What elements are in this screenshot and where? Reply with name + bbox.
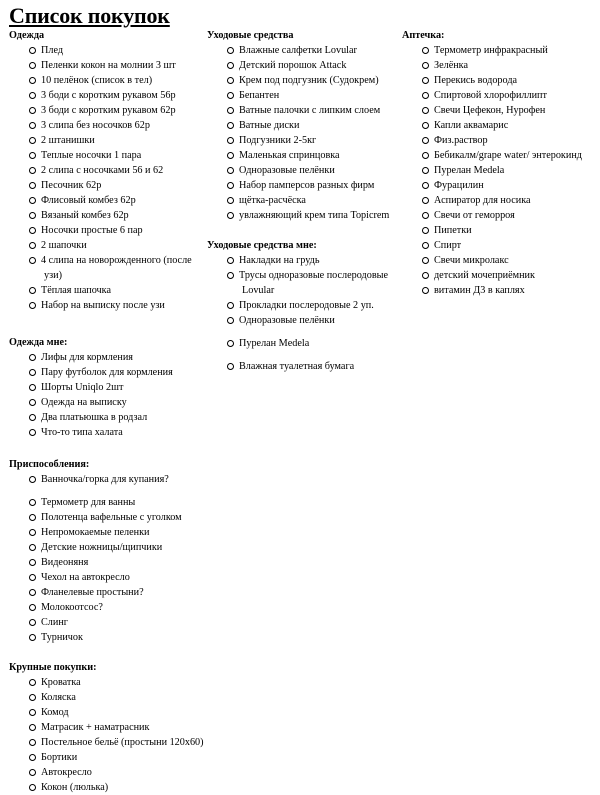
bullet-icon (422, 287, 429, 294)
list-item-text: Одноразовые пелёнки (239, 315, 335, 326)
list-item (9, 395, 209, 410)
list-item-text: щётка-расчёска (239, 195, 306, 206)
bullet-icon (29, 709, 36, 716)
list-item-text: Комод (41, 707, 69, 718)
list-item-text: 3 боди с коротким рукавом 56р (41, 90, 176, 101)
list-item-text: Прокладки послеродовые 2 уп. (239, 300, 374, 311)
list-item-text: Свечи Цефекон, Нурофен (434, 105, 546, 116)
list-item-text: 4 слипа на новорожденного (после узи) (41, 255, 192, 281)
bullet-icon (29, 182, 36, 189)
list-section (9, 457, 209, 645)
bullet-icon (29, 784, 36, 791)
list-item (207, 133, 407, 148)
list-item (207, 163, 407, 178)
list-item-text: Пеленки кокон на молнии 3 шт (41, 60, 176, 71)
list-item (402, 253, 600, 268)
list-item-text: Спиртовой хлорофиллипт (434, 90, 547, 101)
list-item-text: Набор памперсов разных фирм (239, 180, 375, 191)
list-item-text: Спирт (434, 240, 462, 251)
bullet-icon (29, 476, 36, 483)
bullet-icon (29, 634, 36, 641)
list-item-text: Термометр инфракрасный (434, 45, 548, 56)
list-item-text: Турничок (41, 632, 83, 643)
list-item (9, 283, 209, 298)
list-item (9, 735, 209, 750)
list-section (402, 28, 600, 298)
bullet-icon (29, 574, 36, 581)
list-item (207, 193, 407, 208)
column-2 (207, 28, 407, 374)
bullet-icon (29, 77, 36, 84)
item-list (9, 675, 209, 795)
list-item-text: Лифы для кормления (41, 352, 133, 363)
list-item-text: Пару футболок для кормления (41, 367, 173, 378)
bullet-icon (29, 429, 36, 436)
list-item (9, 495, 209, 510)
list-item (9, 675, 209, 690)
list-item-text: 2 штанишки (41, 135, 95, 146)
bullet-icon (227, 340, 234, 347)
list-item (9, 298, 209, 313)
bullet-icon (227, 152, 234, 159)
list-item (9, 585, 209, 600)
bullet-icon (422, 137, 429, 144)
list-item (402, 238, 600, 253)
item-list (9, 350, 209, 440)
bullet-icon (29, 739, 36, 746)
bullet-icon (29, 227, 36, 234)
bullet-icon (29, 399, 36, 406)
list-item (9, 163, 209, 178)
bullet-icon (29, 369, 36, 376)
section-title: Уходовые средства (207, 30, 294, 41)
list-section (207, 28, 407, 223)
bullet-icon (29, 197, 36, 204)
bullet-icon (29, 257, 36, 264)
list-item-text: Молокоотсос? (41, 602, 103, 613)
list-item (402, 58, 600, 73)
bullet-icon (227, 62, 234, 69)
list-item-text: Коляска (41, 692, 76, 703)
list-item (402, 208, 600, 223)
bullet-icon (29, 107, 36, 114)
list-item (402, 88, 600, 103)
item-list (207, 43, 407, 223)
list-item-text: Одежда на выписку (41, 397, 127, 408)
list-item-text: Влажные салфетки Lovular (239, 45, 357, 56)
list-item (402, 73, 600, 88)
page-title: Список покупок (9, 3, 170, 28)
bullet-icon (422, 77, 429, 84)
list-item-text: Теплые носочки 1 пара (41, 150, 142, 161)
bullet-icon (29, 92, 36, 99)
list-item-text: Пипетки (434, 225, 472, 236)
section-title: Уходовые средства мне: (207, 240, 317, 251)
bullet-icon (29, 167, 36, 174)
list-item (207, 298, 407, 313)
list-item (207, 178, 407, 193)
bullet-icon (422, 182, 429, 189)
list-item (9, 525, 209, 540)
list-item (9, 88, 209, 103)
bullet-icon (29, 724, 36, 731)
list-item (402, 268, 600, 283)
list-item-text: Детский порошок Attack (239, 60, 347, 71)
bullet-icon (29, 694, 36, 701)
bullet-icon (29, 544, 36, 551)
list-item-text: Вязаный комбез 62р (41, 210, 129, 221)
list-item (402, 43, 600, 58)
list-item (402, 103, 600, 118)
bullet-icon (29, 47, 36, 54)
item-list (9, 472, 209, 645)
column-1 (9, 28, 209, 795)
list-item (9, 365, 209, 380)
list-item-text: Физ.раствор (434, 135, 488, 146)
bullet-icon (29, 122, 36, 129)
list-item-text: детский мочеприёмник (434, 270, 535, 281)
bullet-icon (227, 257, 234, 264)
list-item (9, 630, 209, 645)
list-item-text: Фурацилин (434, 180, 484, 191)
bullet-icon (422, 242, 429, 249)
list-item (207, 103, 407, 118)
bullet-icon (29, 152, 36, 159)
bullet-icon (227, 47, 234, 54)
list-item (9, 750, 209, 765)
item-list (9, 43, 209, 313)
bullet-icon (422, 272, 429, 279)
list-item (402, 148, 600, 163)
bullet-icon (422, 47, 429, 54)
bullet-icon (29, 754, 36, 761)
bullet-icon (29, 242, 36, 249)
list-item-text: Чехол на автокресло (41, 572, 130, 583)
section-title: Одежда (9, 30, 45, 41)
list-item (9, 208, 209, 223)
bullet-icon (29, 769, 36, 776)
list-item-text: Кроватка (41, 677, 81, 688)
bullet-icon (227, 167, 234, 174)
list-item (9, 118, 209, 133)
list-item (9, 193, 209, 208)
list-item (9, 510, 209, 525)
section-title: Крупные покупки: (9, 662, 97, 673)
list-item-text: Трусы одноразовые послеродовые Lovular (239, 270, 389, 296)
section-title: Приспособления: (9, 459, 90, 470)
bullet-icon (29, 414, 36, 421)
list-item (9, 472, 209, 487)
list-item (9, 555, 209, 570)
bullet-icon (227, 302, 234, 309)
list-item (402, 118, 600, 133)
list-item-text: Постельное бельё (простыни 120х60) (41, 737, 204, 748)
item-list (402, 43, 600, 298)
list-item (9, 705, 209, 720)
bullet-icon (29, 62, 36, 69)
list-section (9, 660, 209, 795)
list-item-text: Плед (41, 45, 64, 56)
list-item (207, 313, 407, 328)
list-item (207, 118, 407, 133)
bullet-icon (29, 589, 36, 596)
list-item-text: Что-то типа халата (41, 427, 123, 438)
bullet-icon (29, 137, 36, 144)
list-item-text: Ванночка/горка для купания? (41, 474, 169, 485)
list-item-text: Пурелан Medela (434, 165, 505, 176)
list-item (402, 133, 600, 148)
list-item-text: Свечи от геморроя (434, 210, 515, 221)
list-item-text: Кокон (люлька) (41, 782, 109, 793)
list-item (207, 208, 407, 223)
list-item-text: Влажная туалетная бумага (239, 361, 355, 372)
bullet-icon (227, 212, 234, 219)
list-item (402, 283, 600, 298)
list-item (9, 253, 209, 283)
bullet-icon (29, 559, 36, 566)
bullet-icon (29, 529, 36, 536)
bullet-icon (29, 212, 36, 219)
list-item-text: Ватные диски (239, 120, 300, 131)
list-item (207, 43, 407, 58)
list-item (9, 690, 209, 705)
list-item (207, 336, 407, 351)
bullet-icon (29, 499, 36, 506)
list-item (402, 163, 600, 178)
bullet-icon (422, 227, 429, 234)
list-item (207, 88, 407, 103)
list-item-text: Детские ножницы/щипчики (41, 542, 163, 553)
bullet-icon (422, 257, 429, 264)
item-list (207, 253, 407, 374)
section-title: Одежда мне: (9, 337, 68, 348)
list-item (402, 223, 600, 238)
list-item-text: 3 слипа без носочков 62р (41, 120, 150, 131)
bullet-icon (29, 302, 36, 309)
list-item-text: Фланелевые простыни? (41, 587, 144, 598)
list-item-text: Подгузники 2-5кг (239, 135, 317, 146)
list-item-text: Свечи микролакс (434, 255, 509, 266)
list-item (9, 570, 209, 585)
list-item (9, 720, 209, 735)
list-item-text: Бепантен (239, 90, 280, 101)
list-spacer (9, 487, 209, 495)
column-3 (402, 28, 600, 298)
bullet-icon (227, 77, 234, 84)
list-item-text: Накладки на грудь (239, 255, 320, 266)
list-item (207, 148, 407, 163)
list-section (9, 28, 209, 313)
list-item-text: Набор на выписку после узи (41, 300, 165, 311)
list-item (9, 178, 209, 193)
list-item (9, 103, 209, 118)
bullet-icon (29, 354, 36, 361)
bullet-icon (422, 152, 429, 159)
list-item-text: Перекись водорода (434, 75, 518, 86)
bullet-icon (29, 619, 36, 626)
list-item (9, 43, 209, 58)
list-item (9, 58, 209, 73)
bullet-icon (422, 197, 429, 204)
list-item-text: Крем под подгузник (Судокрем) (239, 75, 379, 86)
list-item-text: Ватные палочки с липким слоем (239, 105, 381, 116)
list-item (9, 765, 209, 780)
list-item (9, 540, 209, 555)
list-item-text: 2 слипа с носочками 56 и 62 (41, 165, 164, 176)
list-item-text: 10 пелёнок (список в тел) (41, 75, 153, 86)
list-item (402, 193, 600, 208)
list-item-text: Автокресло (41, 767, 92, 778)
list-item-text: Два платьюшка в родзал (41, 412, 148, 423)
bullet-icon (227, 363, 234, 370)
list-item (9, 380, 209, 395)
list-item (9, 148, 209, 163)
section-title: Аптечка: (402, 30, 445, 41)
list-item-text: Носочки простые 6 пар (41, 225, 143, 236)
list-item (9, 615, 209, 630)
list-item (9, 350, 209, 365)
bullet-icon (422, 212, 429, 219)
list-item-text: Песочник 62р (41, 180, 102, 191)
list-spacer (207, 328, 407, 336)
list-item (9, 238, 209, 253)
list-item-text: Шорты Uniqlo 2шт (41, 382, 124, 393)
bullet-icon (422, 122, 429, 129)
list-item-text: Бортики (41, 752, 78, 763)
list-item (402, 178, 600, 193)
bullet-icon (227, 182, 234, 189)
list-item-text: Зелёнка (434, 60, 468, 71)
bullet-icon (422, 92, 429, 99)
list-item (9, 410, 209, 425)
bullet-icon (29, 514, 36, 521)
bullet-icon (29, 287, 36, 294)
list-item-text: витамин Д3 в каплях (434, 285, 525, 296)
list-item (9, 133, 209, 148)
list-section (9, 335, 209, 440)
list-item-text: Тёплая шапочка (41, 285, 111, 296)
list-item-text: Термометр для ванны (41, 497, 136, 508)
list-item (9, 73, 209, 88)
list-item-text: увлажняющий крем типа Topicrem (239, 210, 390, 221)
list-item-text: Одноразовые пелёнки (239, 165, 335, 176)
list-item (207, 58, 407, 73)
bullet-icon (227, 137, 234, 144)
bullet-icon (422, 62, 429, 69)
bullet-icon (29, 604, 36, 611)
list-item-text: Маленькая спринцовка (239, 150, 340, 161)
list-item-text: Бебикалм/grape water/ энтерокинд (434, 150, 582, 161)
list-item-text: 2 шапочки (41, 240, 87, 251)
list-item (9, 780, 209, 795)
list-item (9, 223, 209, 238)
list-item-text: Матрасик + наматрасник (41, 722, 150, 733)
list-item-text: Пурелан Medela (239, 338, 310, 349)
list-item-text: Слинг (41, 617, 68, 628)
bullet-icon (29, 384, 36, 391)
list-item-text: Видеоняня (41, 557, 89, 568)
bullet-icon (29, 679, 36, 686)
list-item-text: Флисовый комбез 62р (41, 195, 136, 206)
list-item (207, 253, 407, 268)
bullet-icon (227, 92, 234, 99)
list-item (9, 600, 209, 615)
list-item-text: Непромокаемые пеленки (41, 527, 150, 538)
list-item-text: Аспиратор для носика (434, 195, 531, 206)
bullet-icon (227, 272, 234, 279)
bullet-icon (227, 107, 234, 114)
bullet-icon (422, 107, 429, 114)
list-item-text: 3 боди с коротким рукавом 62р (41, 105, 176, 116)
list-item (207, 73, 407, 88)
bullet-icon (227, 197, 234, 204)
bullet-icon (227, 317, 234, 324)
list-item (207, 268, 407, 298)
list-item (9, 425, 209, 440)
bullet-icon (422, 167, 429, 174)
list-section (207, 238, 407, 374)
list-item (207, 359, 407, 374)
bullet-icon (227, 122, 234, 129)
list-item-text: Капли аквамарис (434, 120, 509, 131)
list-spacer (207, 351, 407, 359)
list-item-text: Полотенца вафельные с уголком (41, 512, 182, 523)
